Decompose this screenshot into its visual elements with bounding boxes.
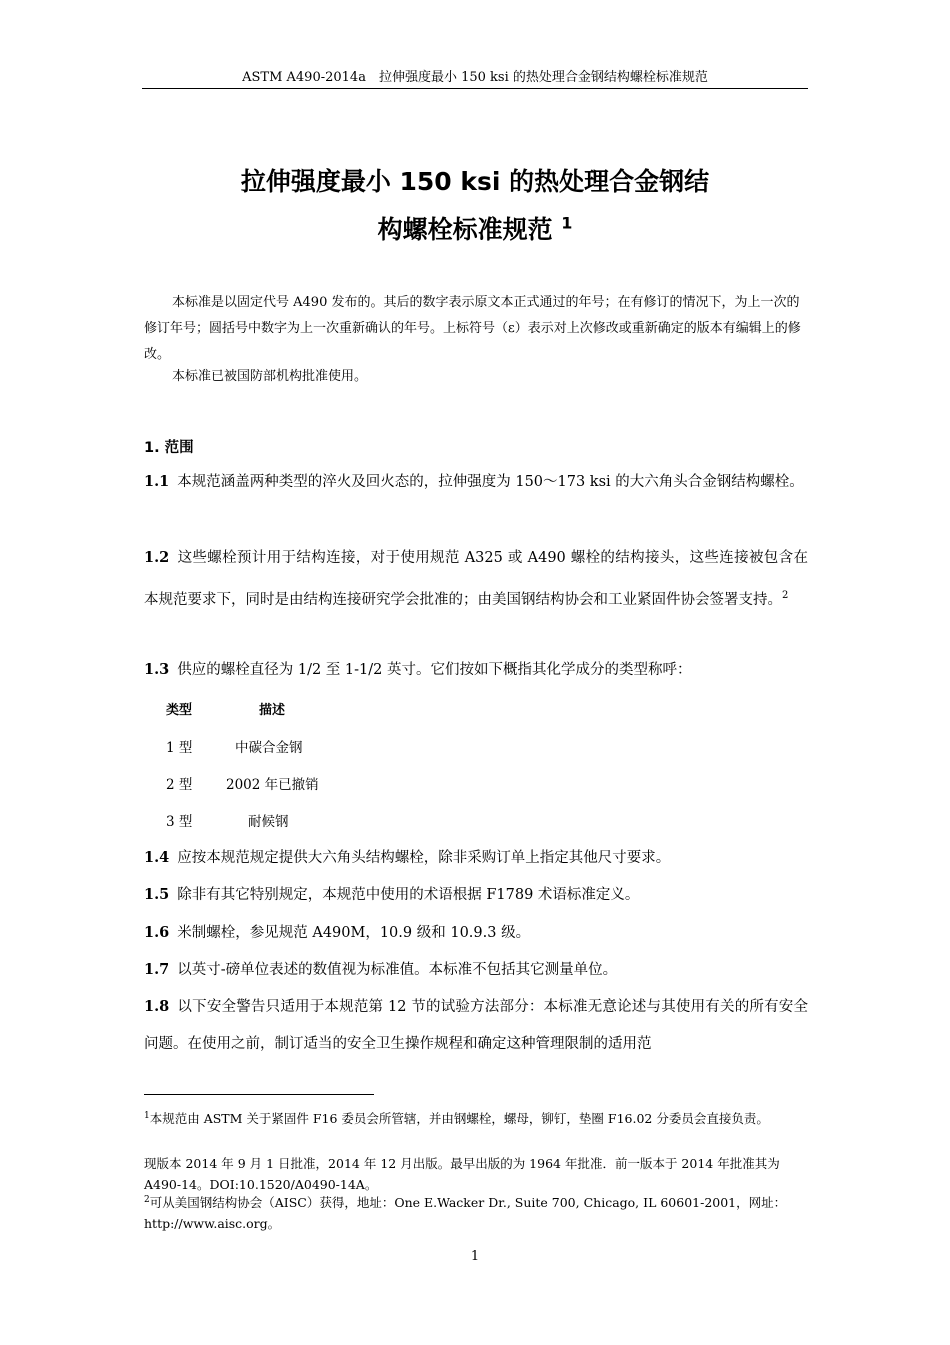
footnote-2 [144, 1190, 808, 1234]
clause-number: 1.8 [144, 998, 170, 1015]
footnote-1-continued: 现版本 2014 年 9 月 1 日批准，2014 年 12 月出版。最早出版的为 1964 年批准．前一版本于 2014 年批准其为 A490-14。DOI:10.1520/A0490-14A。 [144, 1156, 780, 1192]
table-row-description: 中碳合金钢 [235, 740, 303, 756]
footnote-1 [144, 1106, 808, 1129]
table-row-type: 3 型 [166, 814, 193, 830]
header-rule [142, 88, 808, 89]
table-row-description: 2002 年已撤销 [226, 777, 319, 793]
table-row-description: 耐候钢 [248, 814, 289, 830]
clause-number: 1.7 [144, 961, 170, 978]
clause-number: 1.5 [144, 886, 170, 903]
clause-text: 本规范涵盖两种类型的淬火及回火态的，拉伸强度为 150～173 ksi 的大六角头合金钢结构螺栓。 [177, 474, 804, 490]
clause-number: 1.1 [144, 473, 170, 490]
clause-text: 米制螺栓，参见规范 A490M，10.9 级和 10.9.3 级。 [177, 925, 531, 941]
footnote-mark: 1 [144, 1111, 150, 1121]
clause-number: 1.4 [144, 849, 170, 866]
clause-number: 1.3 [144, 661, 170, 678]
clause-1-2 [144, 539, 808, 619]
section-heading-scope: 1. 范围 [144, 440, 194, 456]
clause-number: 1.6 [144, 924, 170, 941]
footnote-ref: 2 [782, 590, 789, 601]
footnote-separator [144, 1094, 374, 1095]
clause-1-3 [144, 651, 808, 689]
table-row-type: 1 型 [166, 740, 193, 756]
clause-text: 这些螺栓预计用于结构连接，对于使用规范 A325 或 A490 螺栓的结构接头，这些连接被包含在本规范要求下，同时是由结构连接研究学会批准的；由美国钢结构协会和工业紧固件协会签署支持。 [144, 550, 808, 608]
footnote-mark: 2 [144, 1195, 150, 1205]
table-header-type: 类型 [166, 703, 193, 718]
title-line-1: 拉伸强度最小 150 ksi 的热处理合金钢结 [240, 167, 710, 196]
clause-text: 以英寸-磅单位表述的数值视为标准值。本标准不包括其它测量单位。 [177, 962, 618, 978]
clause-text: 应按本规范规定提供大六角头结构螺栓，除非采购订单上指定其他尺寸要求。 [177, 850, 671, 866]
clause-1-5 [144, 876, 808, 914]
footnote-text: 可从美国钢结构协会（AISC）获得，地址：One E.Wacker Dr., Suite 700, Chicago, IL 60601-2001，网址：http://www.aisc.org。 [144, 1195, 787, 1232]
clause-text: 以下安全警告只适用于本规范第 12 节的试验方法部分：本标准无意论述与其使用有关的所有安全问题。在使用之前，制订适当的安全卫生操作规程和确定这种管理限制的适用范 [144, 999, 808, 1052]
title-line-2 [142, 210, 808, 246]
clause-text: 供应的螺栓直径为 1/2 至 1-1/2 英寸。它们按如下概指其化学成分的类型称呼： [177, 662, 692, 678]
intro-paragraph-2: 本标准已被国防部机构批准使用。 [172, 369, 368, 384]
running-header: ASTM A490-2014a 拉伸强度最小 150 ksi 的热处理合金钢结构螺栓标准规范 [242, 70, 708, 85]
title-line-2-text: 构螺栓标准规范 [377, 215, 553, 244]
clause-number: 1.2 [144, 549, 170, 566]
intro-paragraph-1: 本标准是以固定代号 A490 发布的。其后的数字表示原文本正式通过的年号；在有修订的情况下，为上一次的修订年号；圆括号中数字为上一次重新确认的年号。上标符号（ε）表示对上次修改或重新确定的版本有编辑上的修改。 [144, 295, 801, 362]
clause-1-4 [144, 839, 808, 877]
clause-1-6 [144, 914, 808, 952]
title-footnote-ref: 1 [561, 213, 573, 233]
table-header-description: 描述 [259, 703, 286, 718]
page-number: 1 [470, 1249, 480, 1264]
clause-1-8 [144, 988, 808, 1063]
clause-1-7 [144, 951, 808, 989]
clause-1-1 [144, 463, 808, 501]
table-row-type: 2 型 [166, 777, 193, 793]
footnote-text: 本规范由 ASTM 关于紧固件 F16 委员会所管辖，并由钢螺栓，螺母，铆钉，垫圈 F16.02 分委员会直接负责。 [149, 1111, 769, 1127]
clause-text: 除非有其它特别规定，本规范中使用的术语根据 F1789 术语标准定义。 [177, 887, 640, 903]
